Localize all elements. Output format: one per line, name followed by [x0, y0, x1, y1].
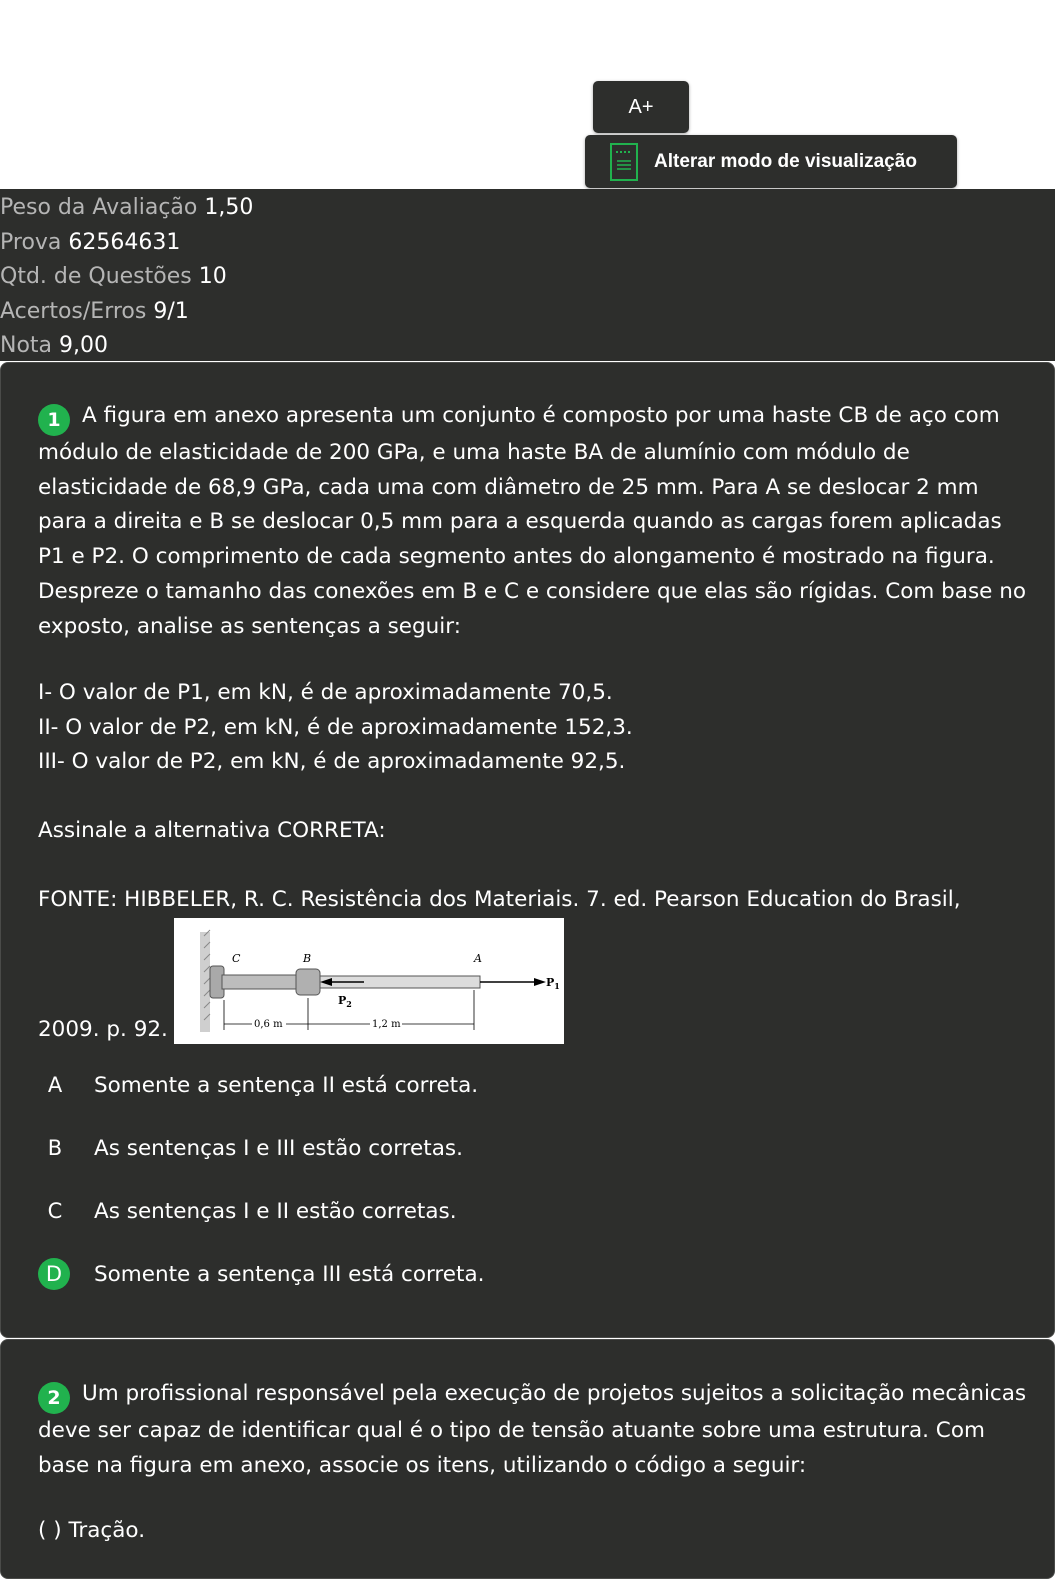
top-toolbar-area	[0, 0, 1055, 189]
question-number-badge: 1	[38, 404, 70, 436]
label-p2: P	[338, 994, 347, 1007]
option-a[interactable]	[38, 1068, 478, 1102]
svg-text:P2	[338, 994, 352, 1009]
statement-3: III- O valor de P2, em kN, é de aproximadamente 92,5.	[38, 749, 626, 774]
dimension-2: 1,2 m	[372, 1019, 401, 1030]
summary-grade: Nota 9,00	[0, 333, 109, 358]
option-text: As sentenças I e II estão corretas.	[94, 1198, 457, 1224]
label-a: A	[474, 952, 482, 965]
option-text: Somente a sentença II está correta.	[94, 1072, 479, 1098]
summary-question-count: Qtd. de Questões 10	[0, 264, 227, 289]
selected-answer-badge: D	[38, 1258, 70, 1290]
question-card-2	[0, 1339, 1055, 1579]
question-card-1	[0, 362, 1055, 1338]
label-b: B	[303, 952, 312, 965]
option-text: Somente a sentença III está correta.	[94, 1261, 485, 1287]
option-d-selected[interactable]	[38, 1257, 484, 1291]
option-letter: C	[47, 1199, 63, 1223]
summary-weight: Peso da Avaliação 1,50	[0, 195, 254, 220]
summary-exam-id: Prova 62564631	[0, 229, 181, 255]
label-p1: P	[546, 976, 555, 989]
option-text: As sentenças I e III estão corretas.	[94, 1135, 463, 1161]
option-letter: B	[47, 1136, 63, 1160]
exam-summary	[0, 189, 1055, 361]
label-c: C	[232, 952, 241, 965]
view-mode-button[interactable]	[585, 135, 957, 188]
label-p1-sub: 1	[554, 981, 560, 991]
font-increase-button[interactable]: A+	[593, 81, 689, 133]
view-mode-label: Alterar modo de visualização	[654, 150, 917, 172]
option-letter: A	[47, 1073, 63, 1097]
summary-right-wrong: Acertos/Erros 9/1	[0, 298, 189, 324]
option-b[interactable]	[38, 1131, 463, 1165]
question-number-badge: 2	[38, 1382, 70, 1414]
instruction-text: Assinale a alternativa CORRETA:	[38, 818, 386, 843]
bar-diagram-figure	[174, 918, 564, 1044]
source-line-2: 2009. p. 92.	[38, 1017, 168, 1042]
question-2-text: 2 Um profissional responsável pela execução de projetos sujeitos a solicitação mecânicas deve ser capaz de identificar qual é o tipo de tensão atuante sobre uma estrutura. Com base na figura em anexo, associe os itens, utilizando o código a seguir:	[38, 1381, 1027, 1478]
question-1-text: 1 A figura em anexo apresenta um conjunto é composto por uma haste CB de aço com módulo de elasticidade de 200 GPa, e uma haste BA de alumínio com módulo de elasticidade de 68,9 GPa, cada uma com diâmetro de 25 mm. Para A se deslocar 2 mm para a direita e B se deslocar 0,5 mm para a esquerda quando as cargas forem aplicadas P1 e P2. O comprimento de cada segmento antes do alongamento é mostrado na figura. Despreze o tamanho das conexões em B e C e considere que elas são rígidas. Com base no exposto, analise as sentenças a seguir:	[38, 403, 1027, 639]
label-p2-sub: 2	[346, 999, 352, 1009]
source-line-1: FONTE: HIBBELER, R. C. Resistência dos Materiais. 7. ed. Pearson Education do Brasil,	[38, 887, 961, 912]
association-item-1: ( ) Tração.	[38, 1518, 146, 1543]
document-icon	[610, 143, 638, 181]
statement-2: II- O valor de P2, em kN, é de aproximadamente 152,3.	[38, 715, 633, 740]
svg-text:P1	[546, 976, 560, 991]
dimension-1: 0,6 m	[254, 1019, 283, 1030]
option-c[interactable]	[38, 1194, 457, 1228]
statement-1: I- O valor de P1, em kN, é de aproximadamente 70,5.	[38, 680, 613, 705]
